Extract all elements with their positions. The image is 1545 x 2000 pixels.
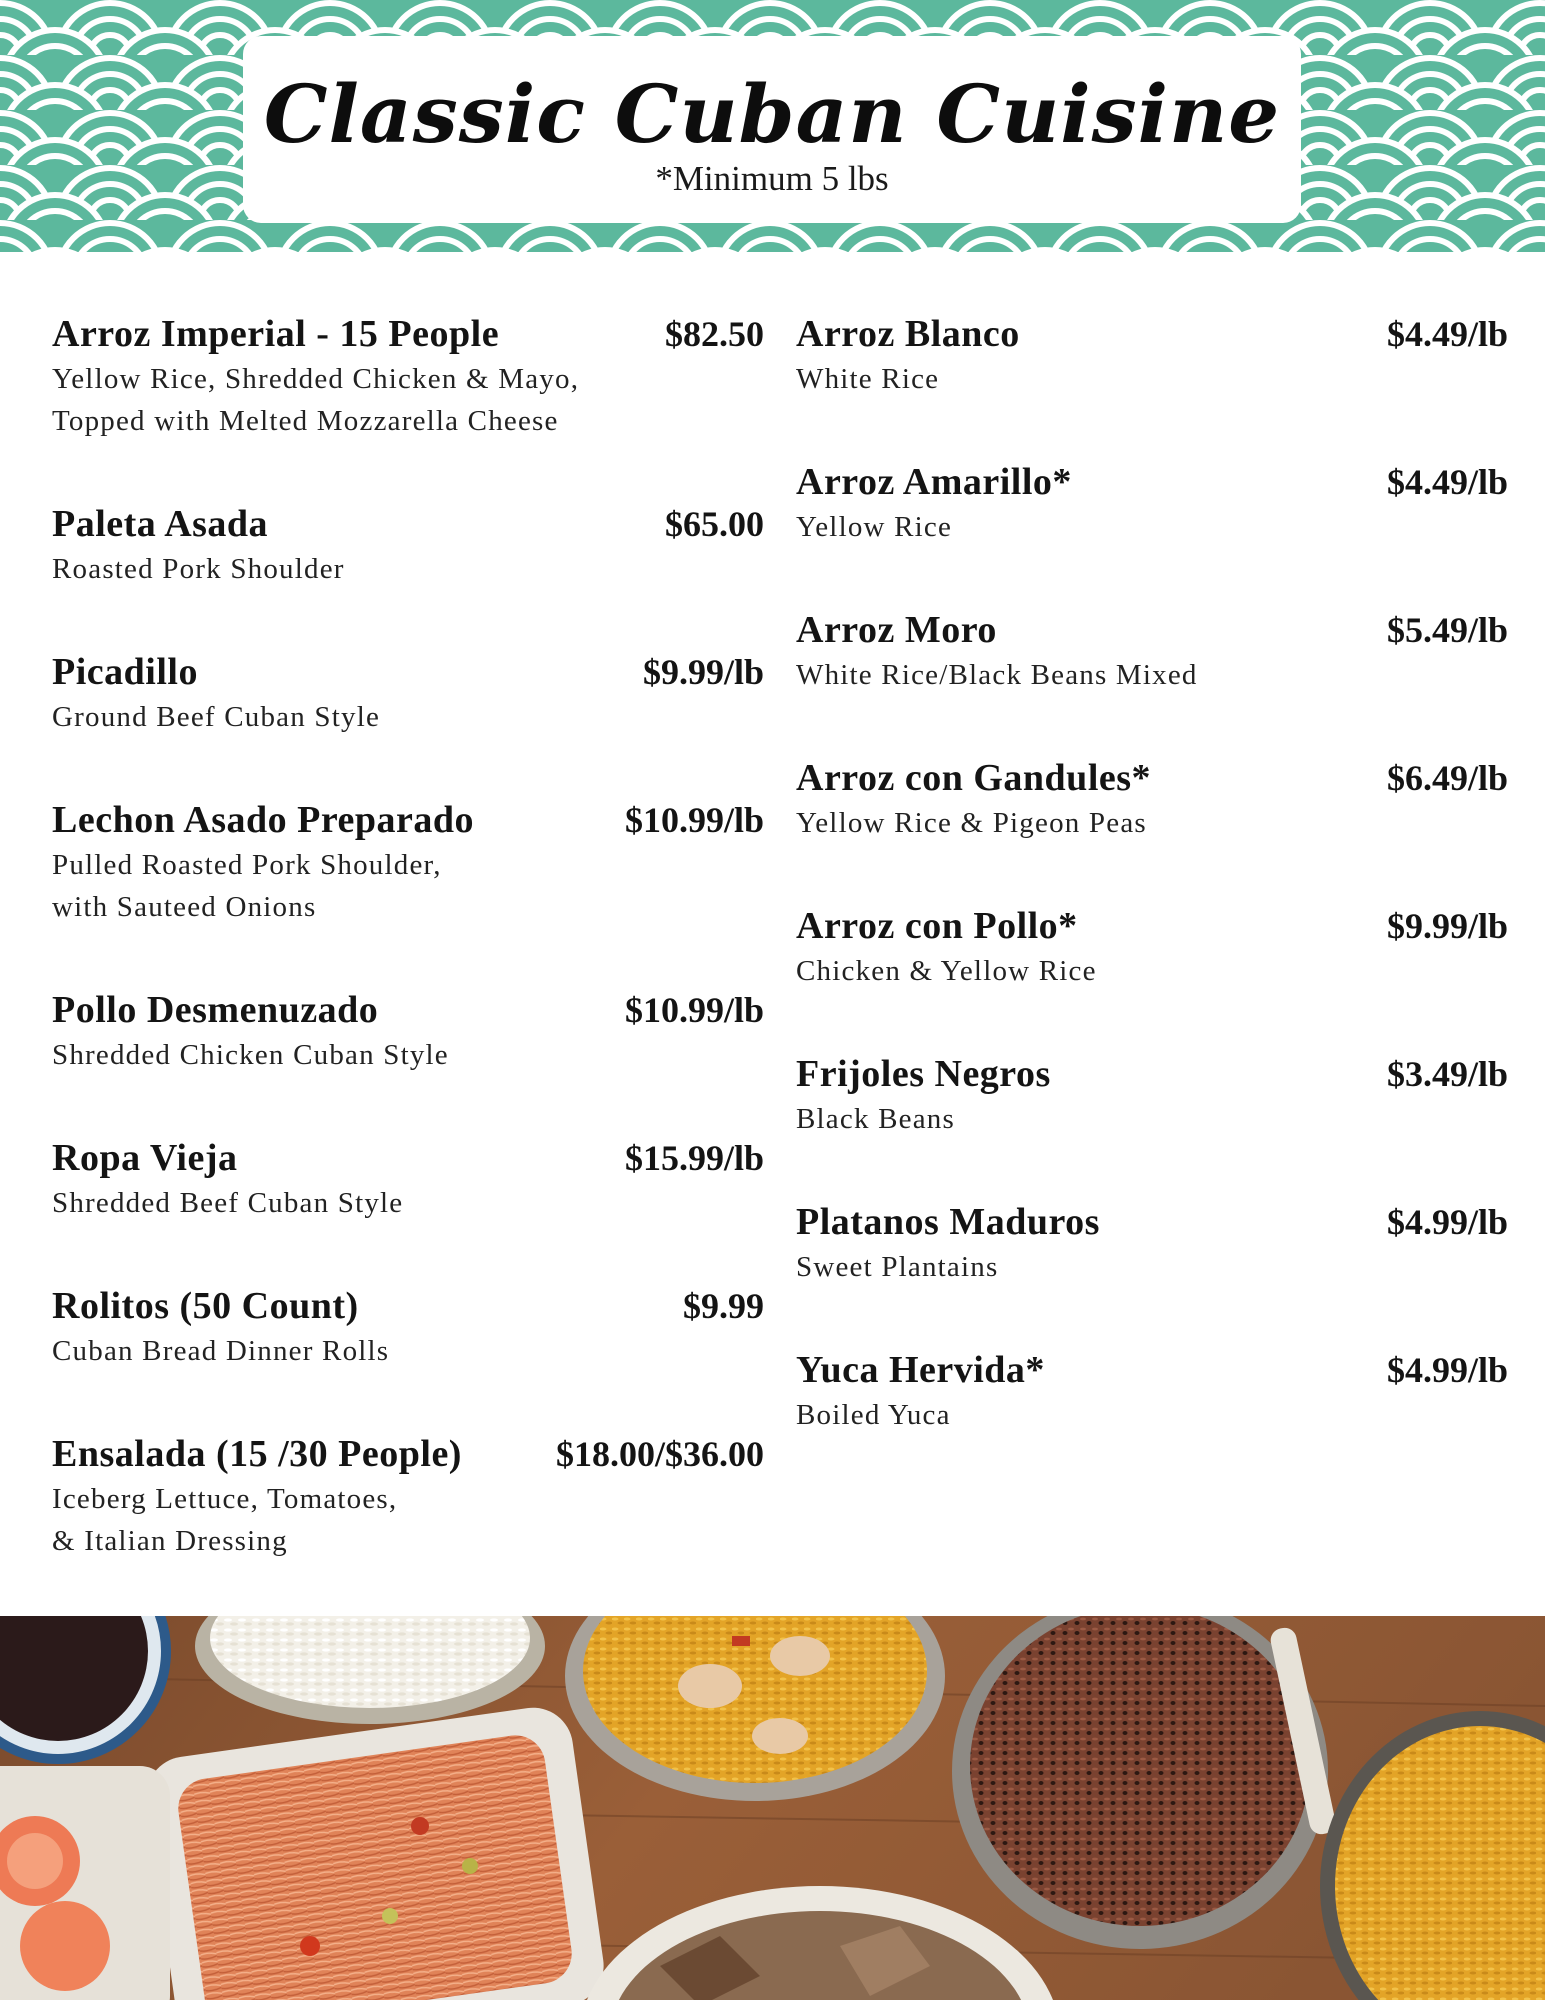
item-description: White Rice xyxy=(796,363,940,395)
item-price: $5.49/lb xyxy=(1386,610,1508,650)
minimum-note: *Minimum 5 lbs xyxy=(655,159,889,198)
item-description: Iceberg Lettuce, Tomatoes, & Italian Dressing xyxy=(52,1483,398,1557)
item-description: Yellow Rice & Pigeon Peas xyxy=(796,807,1147,839)
item-description: Ground Beef Cuban Style xyxy=(52,701,381,733)
item-name: Frijoles Negros xyxy=(796,1053,1051,1095)
item-price: $4.99/lb xyxy=(1386,1350,1508,1390)
item-description: Yellow Rice xyxy=(796,511,953,543)
item-name: Pollo Desmenuzado xyxy=(52,989,379,1031)
item-price: $6.49/lb xyxy=(1386,758,1508,798)
item-price: $65.00 xyxy=(665,504,764,544)
item-description: White Rice/Black Beans Mixed xyxy=(796,659,1198,691)
title-card xyxy=(243,36,1301,223)
item-price: $4.99/lb xyxy=(1386,1202,1508,1242)
item-price: $9.99/lb xyxy=(1386,906,1508,946)
item-name: Arroz con Gandules* xyxy=(796,757,1152,799)
item-price: $82.50 xyxy=(665,314,764,354)
item-name: Arroz con Pollo* xyxy=(796,905,1078,947)
item-name: Arroz Amarillo* xyxy=(796,461,1072,503)
item-name: Ensalada (15 /30 People) xyxy=(52,1433,462,1475)
item-description: Shredded Beef Cuban Style xyxy=(52,1187,404,1219)
item-description: Yellow Rice, Shredded Chicken & Mayo, Topped with Melted Mozzarella Cheese xyxy=(52,363,580,437)
item-description: Boiled Yuca xyxy=(796,1399,951,1431)
item-name: Picadillo xyxy=(52,651,198,693)
item-price: $9.99 xyxy=(683,1286,764,1326)
item-price: $10.99/lb xyxy=(624,990,764,1030)
food-photo-illustration xyxy=(0,1616,1545,2000)
item-name: Platanos Maduros xyxy=(796,1201,1100,1243)
item-description: Pulled Roasted Pork Shoulder, with Sauteed Onions xyxy=(52,849,442,923)
item-description: Sweet Plantains xyxy=(796,1251,999,1283)
item-description: Shredded Chicken Cuban Style xyxy=(52,1039,449,1071)
item-name: Lechon Asado Preparado xyxy=(52,799,475,841)
page-title: Classic Cuban Cuisine xyxy=(263,67,1281,161)
item-name: Arroz Imperial - 15 People xyxy=(52,313,500,355)
item-name: Yuca Hervida* xyxy=(796,1349,1045,1391)
item-description: Chicken & Yellow Rice xyxy=(796,955,1097,987)
item-description: Black Beans xyxy=(796,1103,955,1135)
item-price: $10.99/lb xyxy=(624,800,764,840)
item-description: Roasted Pork Shoulder xyxy=(52,553,345,585)
item-description: Cuban Bread Dinner Rolls xyxy=(52,1335,390,1367)
header-banner xyxy=(0,0,1545,252)
item-name: Arroz Moro xyxy=(796,609,997,651)
item-price: $15.99/lb xyxy=(624,1138,764,1178)
item-name: Ropa Vieja xyxy=(52,1137,238,1179)
item-price: $9.99/lb xyxy=(642,652,764,692)
item-price: $4.49/lb xyxy=(1386,314,1508,354)
item-name: Paleta Asada xyxy=(52,503,269,545)
item-name: Rolitos (50 Count) xyxy=(52,1285,359,1327)
food-photo xyxy=(0,1616,1545,2000)
item-price: $4.49/lb xyxy=(1386,462,1508,502)
item-price: $18.00/$36.00 xyxy=(555,1434,764,1474)
item-price: $3.49/lb xyxy=(1386,1054,1508,1094)
item-name: Arroz Blanco xyxy=(796,313,1020,355)
